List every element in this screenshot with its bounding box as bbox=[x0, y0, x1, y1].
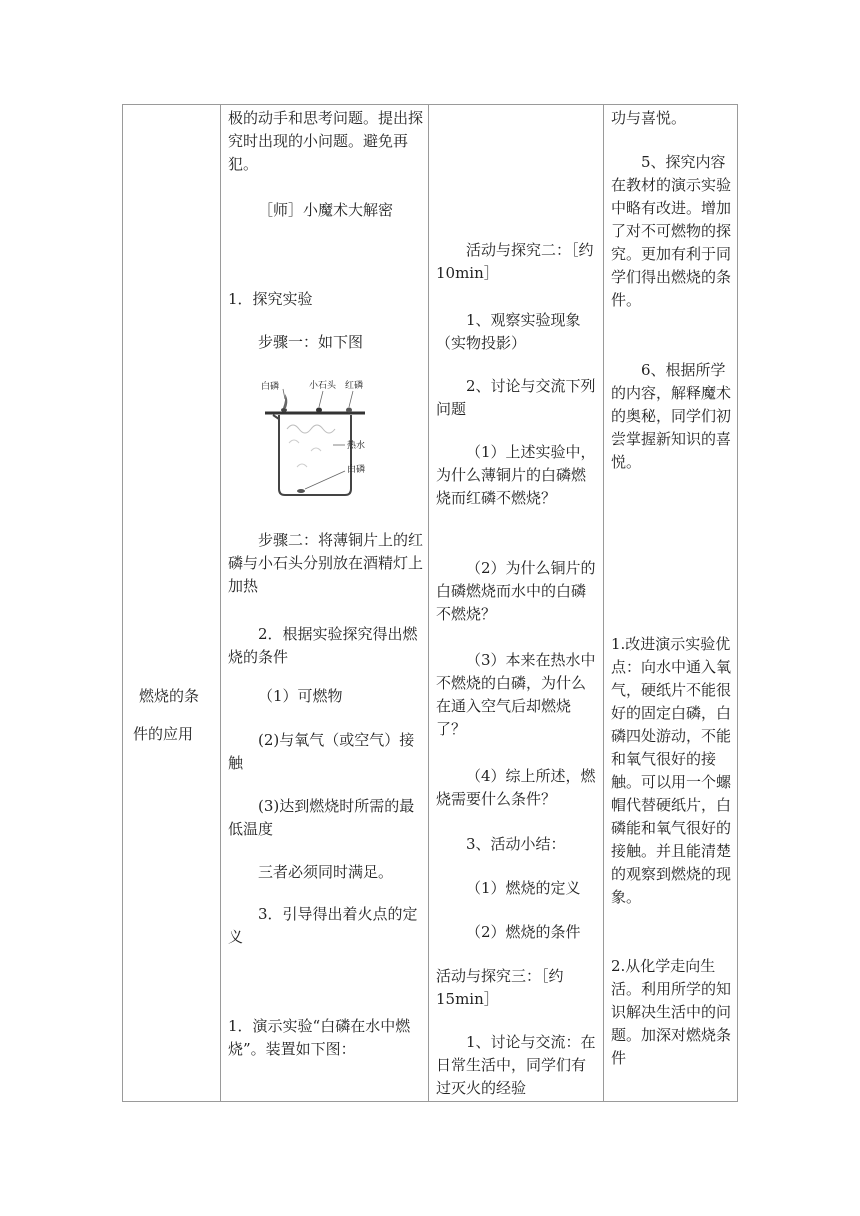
activity-two: 活动与探究二：［约 10min］ bbox=[436, 241, 594, 282]
underwater-phosphorus-dot bbox=[297, 489, 305, 493]
beaker-figure bbox=[261, 377, 369, 501]
teacher-activity-column bbox=[220, 105, 428, 1101]
intent-6: 6、根据所学的内容，解释魔术的奥秘，同学们初尝掌握新知识的喜悦。 bbox=[611, 361, 732, 471]
student-activity-column bbox=[428, 105, 603, 1101]
topic-column bbox=[123, 105, 220, 1101]
condition-2: (2)与氧气（或空气）接触 bbox=[228, 731, 415, 772]
activity-three: 活动与探究三：［约 15min］ bbox=[436, 967, 564, 1008]
note-1: 1.改进演示实验优点：向水中通入氧气，硬纸片不能很好的固定白磷，白磷四处游动，不能和氧气很好的接触。可以用一个螺帽代替硬纸片，白磷能和氧气很好的接触。并且能清楚的观察到燃烧的现象。 bbox=[611, 635, 732, 906]
design-intent-column bbox=[603, 105, 739, 1101]
intro-paragraph: 极的动手和思考问题。提出探究时出现的小问题。避免再犯。 bbox=[228, 109, 424, 173]
label-white-phosphorus: 白磷 bbox=[261, 382, 280, 392]
demo-experiment: 1．演示实验“白磷在水中燃烧”。装置如下图： bbox=[228, 1017, 411, 1058]
intent-5: 5、探究内容在教材的演示实验中略有改进。增加了对不可燃物的探究。更加有利于同学们得出燃烧的条件。 bbox=[611, 153, 732, 309]
question-1: （1）上述实验中，为什么薄铜片的白磷燃烧而红磷不燃烧？ bbox=[436, 443, 596, 507]
intent-top: 功与喜悦。 bbox=[611, 109, 687, 127]
all-conditions: 三者必须同时满足。 bbox=[258, 863, 394, 881]
condition-3: (3)达到燃烧时所需的最低温度 bbox=[228, 797, 415, 838]
water-surface bbox=[287, 425, 335, 433]
experiment-heading: 1．探究实验 bbox=[228, 290, 313, 308]
observe: 1、观察实验现象（实物投影） bbox=[436, 311, 581, 352]
label-red-phosphorus: 红磷 bbox=[345, 381, 364, 391]
note-2: 2.从化学走向生活。利用所学的知识解决生活中的问题。加深对燃烧条件 bbox=[611, 957, 732, 1067]
topic-line-2: 件的应用 bbox=[133, 725, 194, 743]
discussion-2: 1、讨论与交流：在日常生活中，同学们有过灭火的经验 bbox=[436, 1033, 596, 1097]
summary-1: （1）燃烧的定义 bbox=[466, 879, 581, 897]
question-2: （2）为什么铜片的白磷燃烧而水中的白磷不燃烧？ bbox=[436, 559, 596, 623]
teacher-line: ［师］小魔术大解密 bbox=[258, 201, 394, 219]
condition-1: （1）可燃物 bbox=[258, 687, 343, 705]
label-white-phosphorus-water: 白磷 bbox=[347, 465, 366, 475]
discussion: 2、讨论与交流下列问题 bbox=[436, 377, 596, 418]
conditions-heading: 2．根据实验探究得出燃烧的条件 bbox=[228, 625, 418, 666]
white-phosphorus-dot bbox=[281, 408, 287, 412]
question-3: （3）本来在热水中不燃烧的白磷，为什么在通入空气后却燃烧了？ bbox=[436, 651, 596, 738]
step-one: 步骤一：如下图 bbox=[258, 333, 364, 351]
question-4: （4）综上所述，燃烧需要什么条件？ bbox=[436, 767, 596, 808]
water-ripples bbox=[289, 440, 321, 467]
flame-icon bbox=[283, 394, 287, 408]
red-phosphorus-dot bbox=[346, 408, 352, 413]
label-hot-water: 热水 bbox=[347, 441, 366, 451]
lesson-table bbox=[122, 104, 738, 1102]
label-stone: 小石头 bbox=[309, 381, 337, 391]
summary-heading: 3、活动小结： bbox=[466, 835, 566, 853]
summary-2: （2）燃烧的条件 bbox=[466, 923, 581, 941]
ignition-point: 3．引导得出着火点的定义 bbox=[228, 905, 418, 946]
step-two: 步骤二：将薄铜片上的红磷与小石头分别放在酒精灯上加热 bbox=[228, 531, 424, 595]
beaker-outline bbox=[279, 415, 351, 495]
topic-line-1: 燃烧的条 bbox=[139, 687, 200, 705]
stone-dot bbox=[316, 408, 322, 413]
